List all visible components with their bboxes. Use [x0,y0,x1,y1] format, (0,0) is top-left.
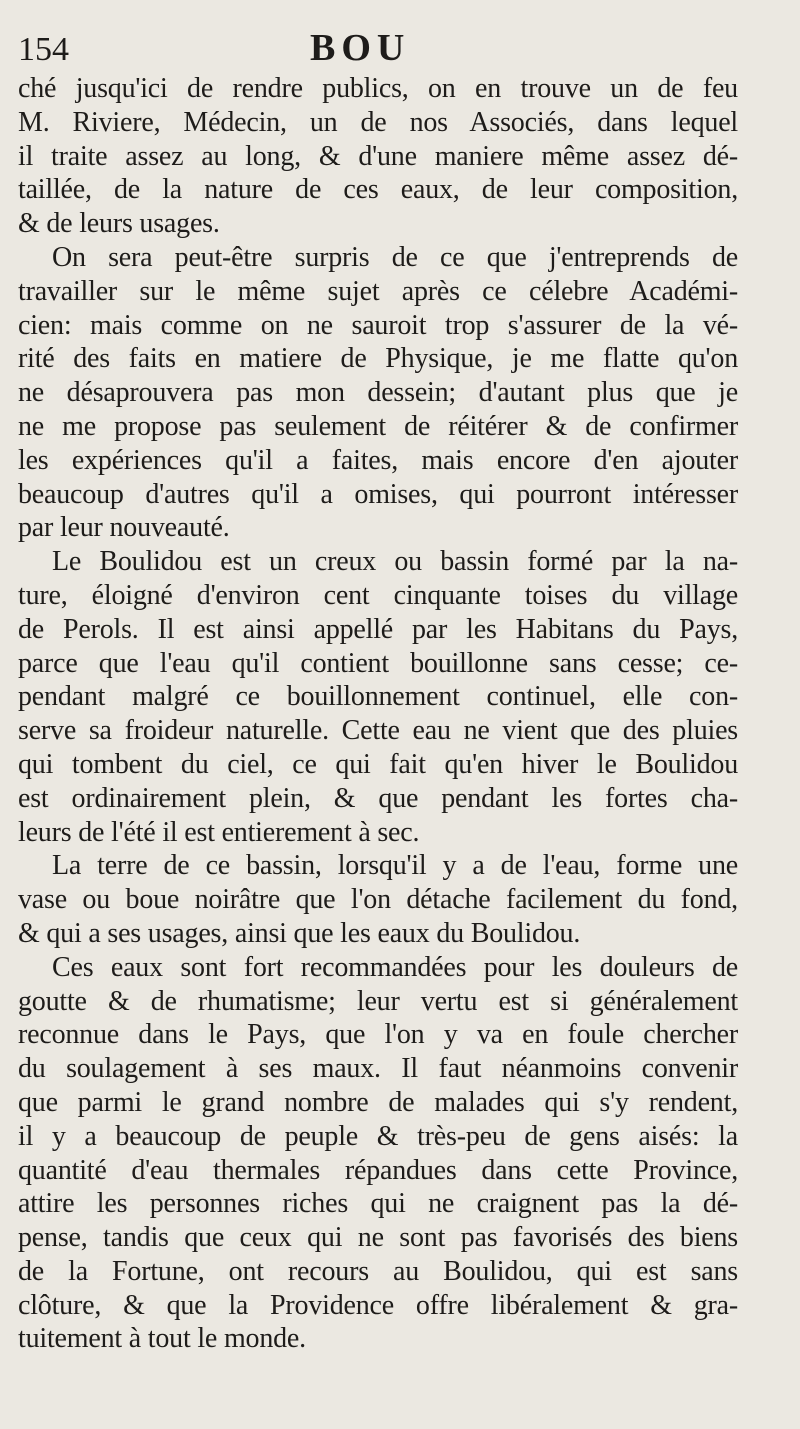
text-line: On sera peut-être surpris de ce que j'entreprends de [52,241,738,273]
text-line: serve sa froideur naturelle. Cette eau ne vient que des pluies [18,715,738,747]
text-line: ne désaprouvera pas mon dessein; d'autant plus que je [18,377,738,409]
text-line: ture, éloigné d'environ cent cinquante toises du village [18,579,738,611]
text-line: par leur nouveauté. [18,512,230,544]
text-line: du soulagement à ses maux. Il faut néanmoins convenir [18,1053,738,1085]
text-line: il y a beaucoup de peuple & très-peu de gens aisés: la [18,1120,738,1152]
page-number: 154 [18,31,69,68]
text-line: clôture, & que la Providence offre libéralement & gra- [18,1289,738,1321]
text-line: & qui a ses usages, ainsi que les eaux du Boulidou. [18,917,581,949]
paragraph-5 [18,951,738,1357]
text-line: les expériences qu'il a faites, mais encore d'en ajouter [18,444,738,476]
text-line: pendant malgré ce bouillonnement continuel, elle con- [18,681,738,713]
body-text [18,72,738,1356]
text-line: de la Fortune, ont recours au Boulidou, qui est sans [18,1255,738,1287]
text-line: pense, tandis que ceux qui ne sont pas favorisés des biens [18,1222,738,1254]
text-line: ché jusqu'ici de rendre publics, on en trouve un de feu [18,73,738,104]
text-line: rité des faits en matiere de Physique, je me flatte qu'on [18,343,738,375]
text-line: leurs de l'été il est entierement à sec. [18,816,420,848]
text-line: Ces eaux sont fort recommandées pour les douleurs de [52,951,738,983]
text-line: quantité d'eau thermales répandues dans cette Province, [18,1154,738,1186]
text-line: de Perols. Il est ainsi appellé par les Habitans du Pays, [18,613,738,645]
text-line: travailler sur le même sujet après ce célebre Académi- [18,275,738,307]
text-line: tuitement à tout le monde. [18,1323,306,1355]
text-line: goutte & de rhumatisme; leur vertu est si généralement [18,985,738,1017]
paragraph-1 [18,72,738,241]
text-line: & de leurs usages. [18,208,220,240]
text-line: que parmi le grand nombre de malades qui s'y rendent, [18,1086,738,1118]
text-line: M. Riviere, Médecin, un de nos Associés, dans lequel [18,106,738,138]
text-line: il traite assez au long, & d'une maniere même assez dé- [18,140,738,172]
text-line: La terre de ce bassin, lorsqu'il y a de l'eau, forme une [52,850,738,882]
text-line: ne me propose pas seulement de réitérer & de confirmer [18,410,738,442]
paragraph-3 [18,545,738,849]
text-line: est ordinairement plein, & que pendant les fortes cha- [18,782,738,814]
text-line: qui tombent du ciel, ce qui fait qu'en hiver le Boulidou [18,748,738,780]
running-head: BOU [310,27,411,69]
paragraph-4 [18,849,738,950]
text-line: reconnue dans le Pays, que l'on y va en foule chercher [18,1019,738,1051]
text-line: cien: mais comme on ne sauroit trop s'assurer de la vé- [18,309,738,341]
text-line: attire les personnes riches qui ne craignent pas la dé- [18,1188,738,1220]
text-line: beaucoup d'autres qu'il a omises, qui pourront intéresser [18,478,738,510]
text-line: taillée, de la nature de ces eaux, de leur composition, [18,174,738,206]
text-line: vase ou boue noirâtre que l'on détache facilement du fond, [18,884,738,916]
paragraph-2 [18,241,738,545]
text-line: parce que l'eau qu'il contient bouillonne sans cesse; ce- [18,647,738,679]
text-line: Le Boulidou est un creux ou bassin formé par la na- [52,546,738,578]
